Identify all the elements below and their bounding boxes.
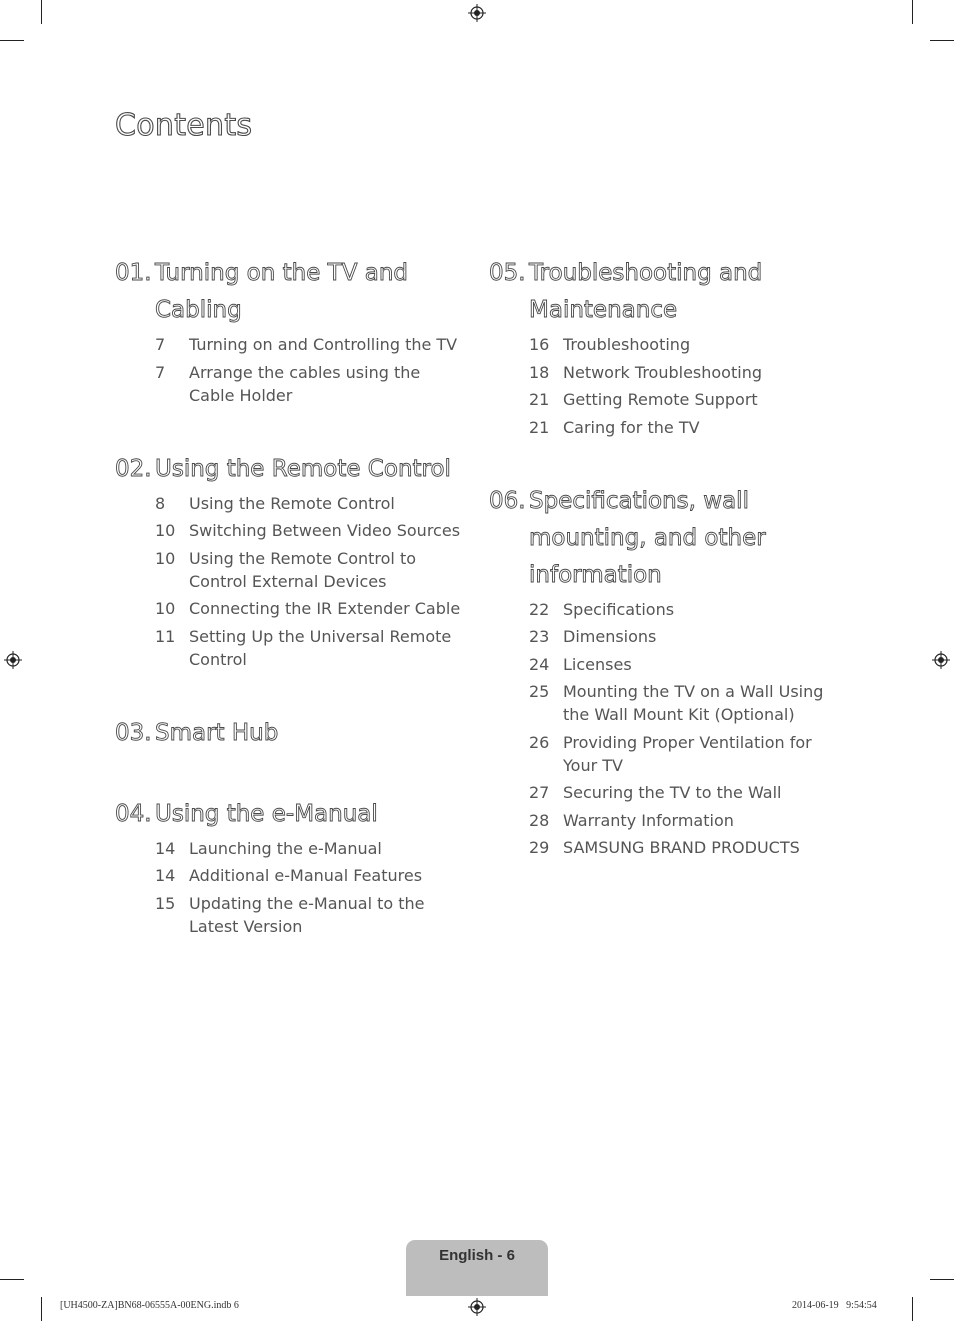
entry-text: Updating the e-Manual to the Latest Version [189,893,425,936]
entry-page-number: 14 [155,866,176,885]
toc-left-column [115,255,465,982]
registration-mark-icon [468,1298,486,1316]
section-heading [489,483,849,594]
entry-text: Using the Remote Control [189,493,395,513]
entry-text: Setting Up the Universal Remote Control [189,626,452,669]
entry-text: Using the Remote Control to Control External Devices [189,548,417,591]
entry-text: Specifications [563,599,675,619]
toc-entry[interactable] [489,361,849,384]
entry-page-number: 7 [155,362,166,382]
registration-mark-icon [468,4,486,22]
entry-text: Securing the TV to the Wall [563,783,782,802]
toc-entry[interactable] [489,680,849,726]
section-number: 03. [115,719,152,746]
crop-mark-bottom-right-vertical [912,1297,913,1321]
section-title: Troubleshooting and Maintenance [529,260,763,323]
entry-text: Launching the e-Manual [189,838,382,858]
print-slug-right: 2014-06-19 9:54:54 [792,1300,877,1311]
section-number: 04. [115,800,152,827]
entry-page-number: 10 [155,599,176,618]
section-title: Smart Hub [155,719,279,746]
toc-entry[interactable] [489,625,849,648]
toc-entry[interactable] [489,388,849,411]
entry-text: Providing Proper Ventilation for Your TV [563,732,812,775]
toc-entry[interactable] [115,519,465,542]
crop-mark-top-right-horizontal [930,40,954,41]
entry-page-number: 28 [529,810,550,830]
crop-mark-top-left-horizontal [0,40,24,41]
toc-entry[interactable] [489,731,849,777]
entry-page-number: 7 [155,335,166,354]
entry-text: Switching Between Video Sources [189,521,461,540]
entry-page-number: 29 [529,838,550,857]
toc-entry[interactable] [115,864,465,887]
toc-entry[interactable] [489,653,849,676]
section-number: 06. [489,487,526,514]
toc-section [489,255,849,439]
toc-section [115,255,465,407]
crop-mark-bottom-left-vertical [41,1297,42,1321]
page-title: Contents [115,108,253,143]
entry-page-number: 10 [155,548,176,568]
toc-entry[interactable] [489,836,849,859]
entry-page-number: 10 [155,521,176,540]
section-heading [115,715,465,752]
section-number: 02. [115,455,152,482]
section-title: Specifications, wall mounting, and other information [529,487,766,588]
toc-section [115,715,465,752]
section-heading [115,255,465,329]
entry-page-number: 21 [529,390,550,409]
crop-mark-bottom-right-horizontal [930,1279,954,1280]
entry-text: Dimensions [563,627,657,646]
toc-entry[interactable] [115,597,465,620]
toc-entry[interactable] [115,361,465,407]
toc-entry[interactable] [115,837,465,860]
section-heading [115,796,465,833]
entry-text: Caring for the TV [563,417,700,437]
entry-page-number: 18 [529,362,550,382]
entry-text: Additional e-Manual Features [189,866,423,885]
entry-text: Arrange the cables using the Cable Holder [189,362,421,405]
entry-page-number: 15 [155,893,176,913]
section-title: Using the e-Manual [155,800,378,827]
entry-page-number: 8 [155,493,166,513]
toc-section [489,483,849,860]
toc-entry[interactable] [115,892,465,938]
toc-entry[interactable] [489,598,849,621]
toc-entry[interactable] [489,333,849,356]
entry-page-number: 22 [529,599,550,619]
toc-entry[interactable] [115,333,465,356]
crop-mark-bottom-left-horizontal [0,1279,24,1280]
toc-entry[interactable] [115,547,465,593]
entry-text: Troubleshooting [563,335,691,354]
toc-section [115,796,465,938]
section-number: 01. [115,260,152,286]
entry-text: SAMSUNG BRAND PRODUCTS [563,838,800,857]
entry-page-number: 26 [529,732,550,752]
entry-page-number: 24 [529,654,550,674]
page-number-tab [406,1240,548,1296]
toc-entry[interactable] [115,492,465,515]
crop-mark-top-left-vertical [41,0,42,24]
entry-text: Licenses [563,654,632,674]
print-slug-left: [UH4500-ZA]BN68-06555A-00ENG.indb 6 [60,1300,239,1311]
entry-text: Turning on and Controlling the TV [189,335,458,354]
registration-mark-icon [932,651,950,669]
entry-page-number: 27 [529,783,550,802]
entry-page-number: 16 [529,335,550,354]
entry-page-number: 11 [155,626,176,646]
section-number: 05. [489,260,526,286]
entry-text: Getting Remote Support [563,390,758,409]
registration-mark-icon [4,651,22,669]
section-heading [115,451,465,488]
crop-mark-top-right-vertical [912,0,913,24]
entry-text: Mounting the TV on a Wall Using the Wall Mount Kit (Optional) [563,682,824,724]
entry-page-number: 14 [155,838,176,858]
entry-text: Warranty Information [563,810,734,830]
entry-page-number: 25 [529,682,550,701]
page-number-label: English - 6 [439,1247,515,1264]
toc-entry[interactable] [489,809,849,832]
entry-text: Connecting the IR Extender Cable [189,599,461,618]
entry-page-number: 21 [529,417,550,437]
section-title: Using the Remote Control [155,455,451,482]
section-heading [489,255,849,329]
toc-entry[interactable] [489,416,849,439]
toc-entry[interactable] [115,625,465,671]
toc-entry[interactable] [489,781,849,804]
section-title: Turning on the TV and Cabling [155,260,409,323]
toc-section [115,451,465,671]
entry-page-number: 23 [529,627,550,646]
entry-text: Network Troubleshooting [563,362,762,382]
toc-right-column [489,255,849,903]
